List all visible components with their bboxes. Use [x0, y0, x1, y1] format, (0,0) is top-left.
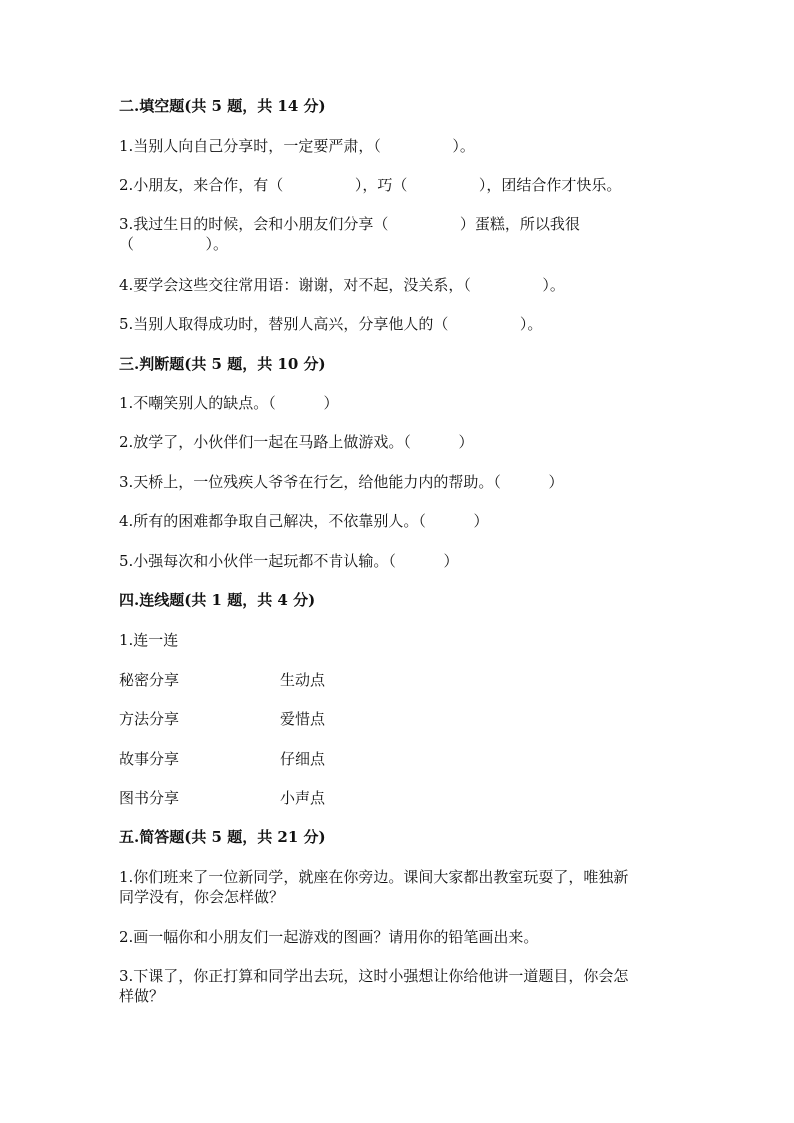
- match-left-item: 图书分享: [119, 789, 180, 807]
- match-left-item: 秘密分享: [119, 671, 180, 689]
- question-text: 4.要学会这些交往常用语：谢谢，对不起，没关系，（ ）。: [119, 276, 565, 294]
- question-text: 1.你们班来了一位新同学，就座在你旁边。课间大家都出教室玩耍了，唯独新: [119, 868, 629, 886]
- question-text: 4.所有的困难都争取自己解决，不依靠别人。（ ）: [119, 512, 489, 530]
- question-text: 5.小强每次和小伙伴一起玩都不肯认输。（ ）: [119, 552, 459, 570]
- question-text-continued: （ ）。: [119, 235, 229, 253]
- match-right-item: 仔细点: [280, 750, 326, 768]
- question-text: 1.不嘲笑别人的缺点。（ ）: [119, 394, 339, 412]
- question-text: 3.下课了，你正打算和同学出去玩，这时小强想让你给他讲一道题目，你会怎: [119, 967, 629, 985]
- match-right-item: 小声点: [280, 789, 326, 807]
- match-right-item: 爱惜点: [280, 710, 326, 728]
- question-text: 2.放学了，小伙伴们一起在马路上做游戏。（ ）: [119, 433, 474, 451]
- match-right-item: 生动点: [280, 671, 326, 689]
- question-text-continued: 同学没有，你会怎样做？: [119, 888, 285, 906]
- question-text: 3.我过生日的时候，会和小朋友们分享（ ）蛋糕，所以我很: [119, 215, 580, 233]
- question-text-continued: 样做？: [119, 987, 165, 1005]
- question-text: 1.当别人向自己分享时，一定要严肃，（ ）。: [119, 137, 475, 155]
- question-text: 5.当别人取得成功时，替别人高兴，分享他人的（ ）。: [119, 315, 543, 333]
- question-text: 3.天桥上，一位残疾人爷爷在行乞，给他能力内的帮助。（ ）: [119, 473, 564, 491]
- section-heading-short-answer: 五.简答题(共 5 题，共 21 分): [119, 828, 326, 846]
- section-heading-fill-blank: 二.填空题(共 5 题，共 14 分): [119, 97, 326, 115]
- section-heading-matching: 四.连线题(共 1 题，共 4 分): [119, 591, 316, 609]
- match-left-item: 方法分享: [119, 710, 180, 728]
- match-left-item: 故事分享: [119, 750, 180, 768]
- section-heading-true-false: 三.判断题(共 5 题，共 10 分): [119, 355, 326, 373]
- question-text: 2.小朋友，来合作，有（ ），巧（ ），团结合作才快乐。: [119, 176, 622, 194]
- question-text: 1.连一连: [119, 631, 179, 649]
- question-text: 2.画一幅你和小朋友们一起游戏的图画？请用你的铅笔画出来。: [119, 928, 539, 946]
